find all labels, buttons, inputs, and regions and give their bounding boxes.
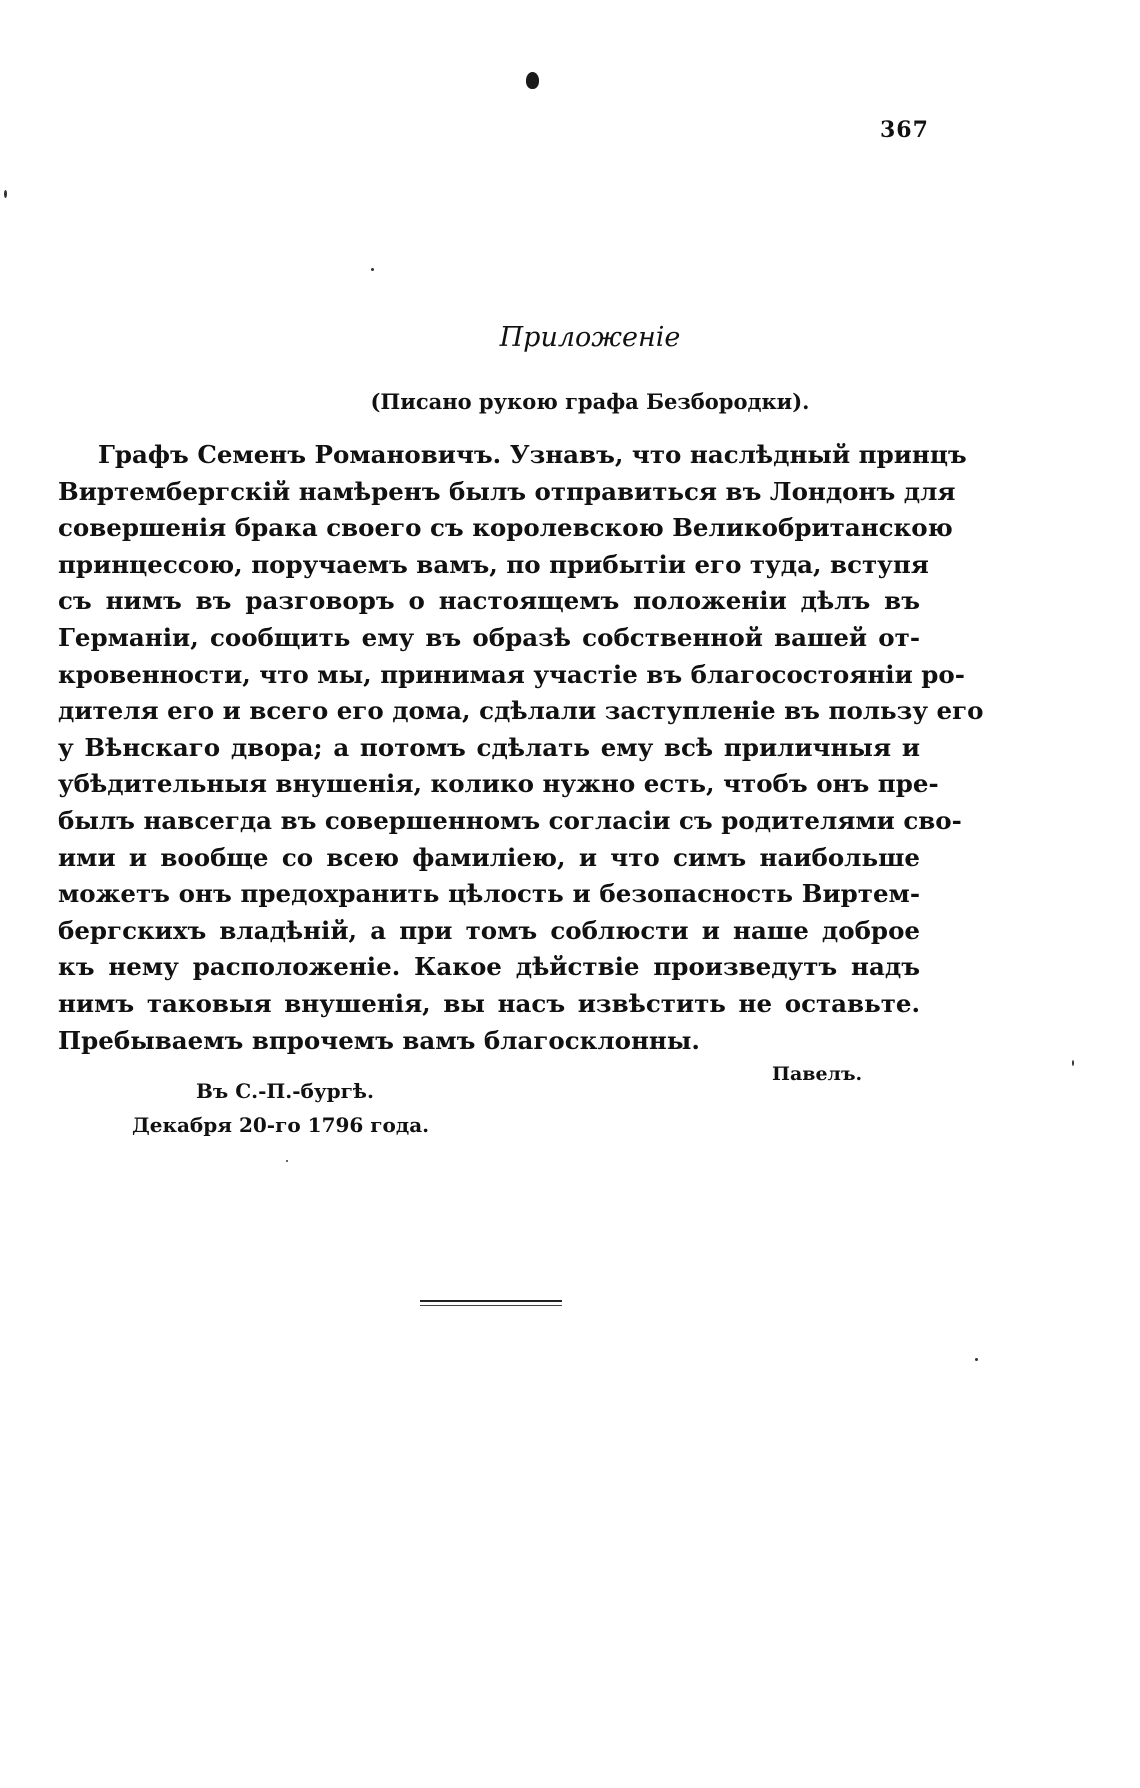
date-line: Декабря 20-го 1796 года. — [132, 1113, 430, 1137]
rule-line-thick — [420, 1300, 562, 1302]
rule-line-thin — [420, 1305, 562, 1306]
margin-speck — [286, 1160, 288, 1162]
letter-line: Германіи, сообщить ему въ образѣ собственной вашей от- — [58, 622, 920, 652]
letter-body — [58, 437, 984, 1059]
letter-line: Виртембергскій намѣренъ былъ отправиться въ Лондонъ для — [58, 476, 956, 506]
margin-speck — [1072, 1060, 1074, 1066]
letter-line: можетъ онъ предохранить цѣлость и безопасность Виртем- — [58, 879, 920, 909]
signature: Павелъ. — [772, 1063, 863, 1085]
letter-line: бергскихъ владѣній, а при томъ соблюсти и наше доброе — [58, 915, 920, 945]
letter-line: къ нему расположеніе. Какое дѣйствіе произведутъ надъ — [58, 952, 920, 982]
letter-line: былъ навсегда въ совершенномъ согласіи съ родителями сво- — [58, 805, 962, 835]
letter-line: ими и вообще со всею фамиліею, и что симъ наибольше — [58, 842, 920, 872]
appendix-heading: Приложеніе — [499, 322, 681, 353]
ink-blot — [526, 72, 539, 89]
margin-speck — [975, 1358, 978, 1361]
end-rule-divider — [420, 1300, 562, 1308]
letter-line: кровенности, что мы, принимая участіе въ благосостояніи ро- — [58, 659, 965, 689]
letter-line: убѣдительныя внушенія, колико нужно есть, чтобъ онъ пре- — [58, 769, 939, 799]
appendix-subheading: (Писано рукою графа Безбородки). — [370, 389, 810, 414]
letter-line: съ нимъ въ разговоръ о настоящемъ положеніи дѣлъ въ — [58, 586, 920, 616]
margin-speck — [371, 268, 374, 271]
letter-line: Графъ Семенъ Романовичъ. Узнавъ, что наслѣдный принцъ — [98, 440, 967, 469]
letter-line: Пребываемъ впрочемъ вамъ благосклонны. — [58, 1025, 700, 1055]
letter-line: нимъ таковыя внушенія, вы насъ извѣстить не оставьте. — [58, 988, 920, 1018]
letter-line: принцессою, поручаемъ вамъ, по прибытіи его туда, вступя — [58, 549, 929, 579]
letter-line: дителя его и всего его дома, сдѣлали заступленіе въ пользу его — [58, 696, 984, 726]
letter-line: у Вѣнскаго двора; а потомъ сдѣлать ему всѣ приличныя и — [58, 732, 920, 762]
margin-speck — [4, 190, 7, 198]
place-line: Въ С.-П.-бургѣ. — [196, 1079, 374, 1103]
letter-line: совершенія брака своего съ королевскою Великобританскою — [58, 513, 953, 543]
page-number: 367 — [880, 117, 929, 143]
